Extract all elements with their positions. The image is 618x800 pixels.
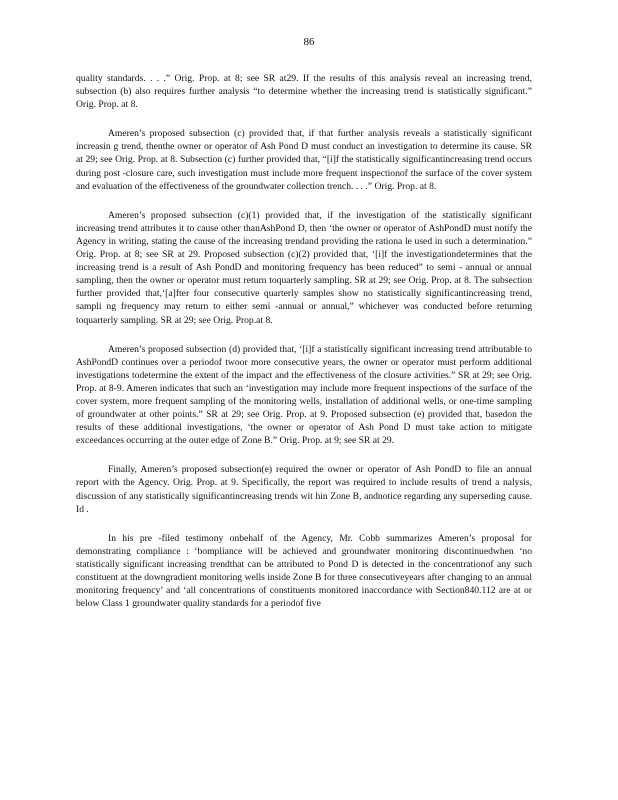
paragraph-1: quality standards. . . .” Orig. Prop. at 8; see SR at29. If the results of this analysis reveal an increasing trend, subsection (b) also requires further analysis “to determine whether the increasing trend is statistically significant.” Orig. Prop. at 8. [76, 73, 532, 111]
page-number: 86 [303, 36, 315, 48]
paragraph-2: Ameren’s proposed subsection (c) provided that, if that further analysis reveals a statistically significant increasin g trend, thenthe owner or operator of Ash Pond D must conduct an investigation to determine its cause. SR at 29; see Orig. Prop. at 8. Subsection (c) further provided that, “[i]f the statistically significantincreasing trend occurs during post -closure care, such investigation must include more frequent inspectionof the surface of the cover system and evaluation of the effectiveness of the groundwater collection trench. . . .” Orig. Prop. at 8. [76, 128, 532, 192]
paragraph-6: In his pre -filed testimony onbehalf of the Agency, Mr. Cobb summarizes Ameren’s proposal for demonstrating compliance : ‘bompliance will be achieved and groundwater monitoring discontinuedwhen ‘no statistically significant increasing trendthat can be attributed to Pond D is detected in the concentrationof any such constituent at the downgradient monitoring wells inside Zone B for three consecutiveyears after changing to an annual monitoring frequency’ and ‘all concentrations of constituents monitored inaccordance with Section840.112 are at or below Class 1 groundwater quality standards for a periodof five [76, 532, 532, 610]
body-text [76, 72, 532, 626]
paragraph-5: Finally, Ameren’s proposed subsection(e) required the owner or operator of Ash PondD to file an annual report with the Agency. Orig. Prop. at 9. Specifically, the report was required to include results of trend a nalysis, discussion of any statistically significantincreasing trends wit hin Zone B, andnotice regarding any superseding cause. Id . [76, 464, 532, 515]
paragraph-3: Ameren’s proposed subsection (c)(1) provided that, if the investigation of the statistically significant increasing trend attributes it to cause other thanAshPond D, then ‘the owner or operator of AshPondD must notify the Agency in writing, stating the cause of the increasing trendand providing the rationa le used in such a determination.” Orig. Prop. at 8; see SR at 29. Proposed subsection (c)(2) provided that, ‘[i]f the investigationdetermines that the increasing trend is a result of Ash PondD and monitoring frequency has been reduced” to semi - annual or annual sampling, then the owner or operator must return toquarterly sampling. SR at 29; see Orig. Prop. at 8. The subsection further provided that,‘[a]fter four consecutive quarterly samples show no statistically significantincreasing trend, sampli ng frequency may return to either semi -annual or annual,” whichever was conducted before returning toquarterly sampling. SR at 29; see Orig. Prop.at 8. [76, 209, 532, 326]
paragraph-4: Ameren’s proposed subsection (d) provided that, ‘[i]f a statistically significant increasing trend attributable to AshPondD continues over a periodof twoor more consecutive years, the owner or operator must perform additional investigations todetermine the extent of the impact and the effectiveness of the closure activities.” SR at 29; see Orig. Prop. at 8-9. Ameren indicates that such an ‘investigation may include more frequent inspections of the surface of the cover system, more frequent sampling of the monitoring wells, installation of additional wells, or one-time sampling of groundwater at other points.” SR at 29; see Orig. Prop. at 9. Proposed subsection (e) provided that, basedon the results of these additional investigations, ‘the owner or operator of Ash Pond D must take action to mitigate exceedances occurring at the outer edge of Zone B.” Orig. Prop. at 9; see SR at 29. [76, 343, 532, 447]
